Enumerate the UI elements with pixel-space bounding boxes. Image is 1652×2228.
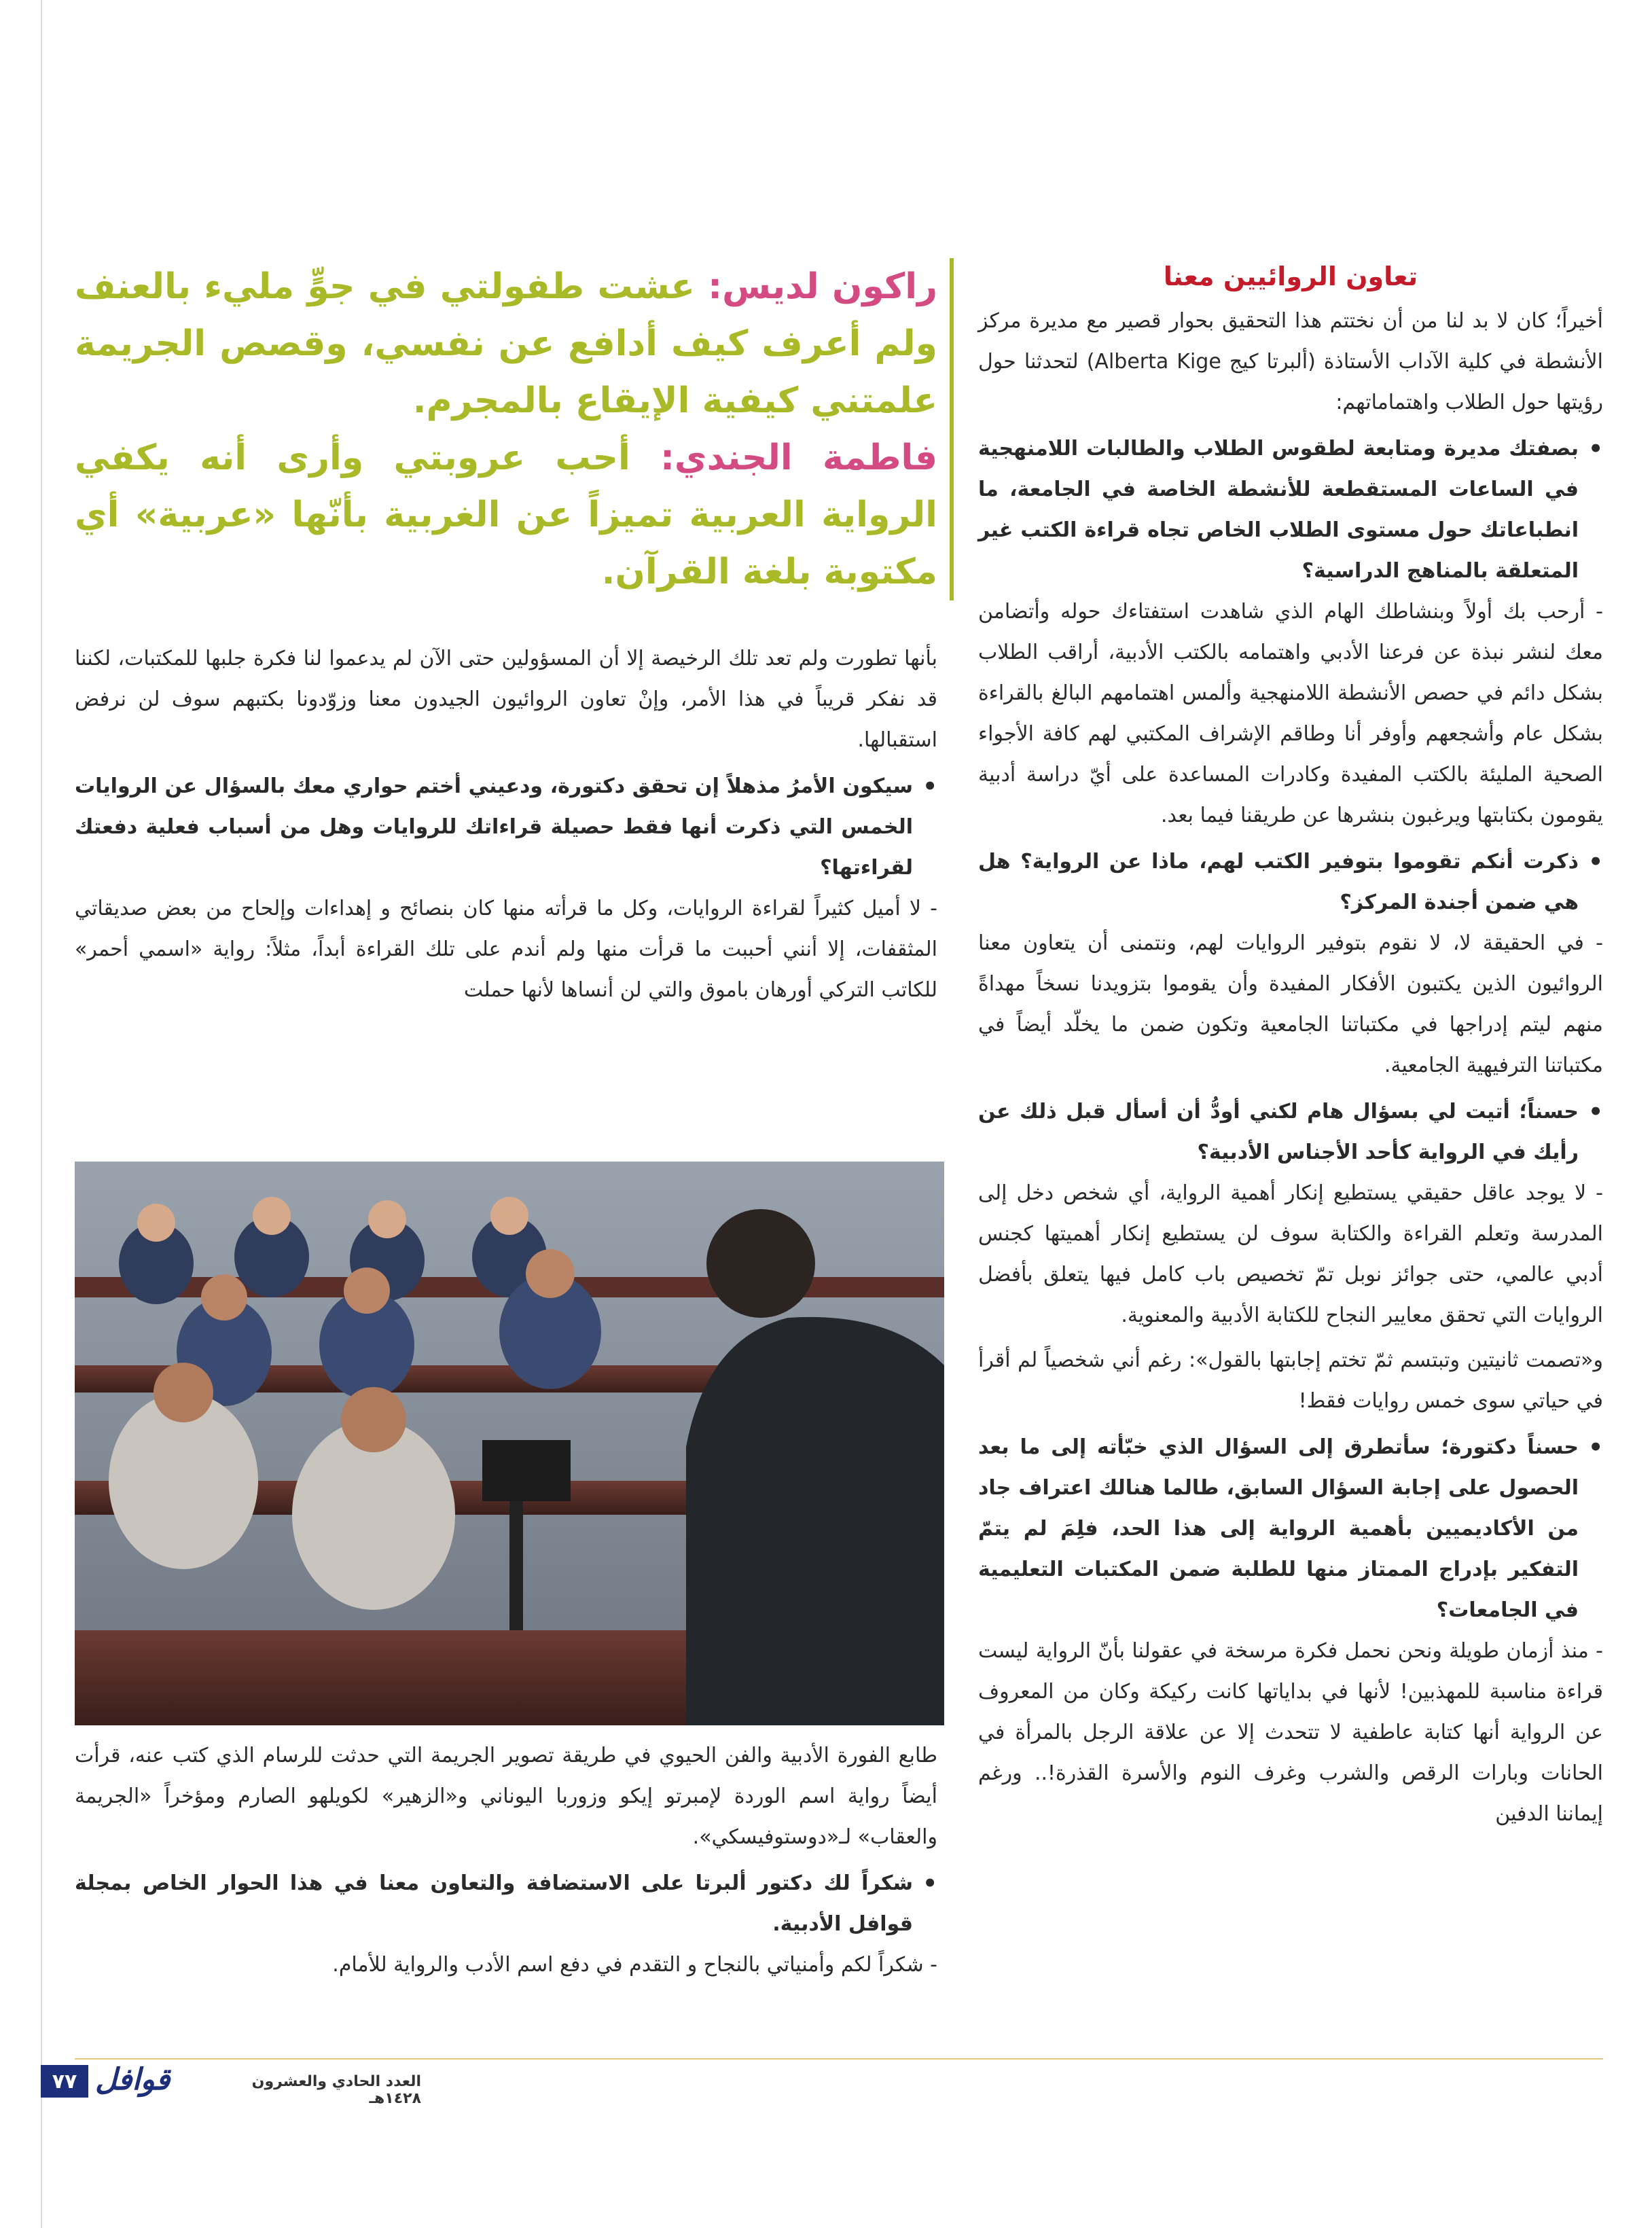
- question-6-text: شكراً لك دكتور ألبرتا على الاستضافة والتعاون معنا في هذا الحوار الخاص بمجلة قوافل الأدبية.: [75, 1871, 913, 1936]
- bullet-icon: •: [1588, 1098, 1603, 1126]
- left-column-top: [75, 639, 937, 1015]
- question-5: [75, 766, 937, 888]
- bullet-icon: •: [1588, 435, 1603, 463]
- answer-5: - لا أميل كثيراً لقراءة الروايات، وكل ما قرأته منها كان بنصائح و إهداءات وإلحاح من بعض صديقاتي المثقفات، إلا أنني أحببت ما قرأت منها ولم أندم على تلك القراءة أبداً، مثلاً: رواية «اسمي أحمر» للكاتب التركي أورهان باموق والتي لن أنساها لأنها حملت: [75, 897, 937, 1002]
- answer-4: - منذ أزمان طويلة ونحن نحمل فكرة مرسخة في عقولنا بأنّ الرواية ليست قراءة مناسبة للمهذبين! لأنها في بداياتها كانت ركيكة وكان من المعروف عن الرواية أنها كتابة عاطفية لا تتحدث إلا عن علاقة الرجل بالمرأة في الحانات وبارات الرقص والشرب وغرف النوم والأسرة القذرة!.. ورغم إيماننا الدفين: [978, 1639, 1603, 1826]
- answer-3: - لا يوجد عاقل حقيقي يستطيع إنكار أهمية الرواية، أي شخص دخل إلى المدرسة وتعلم القراءة والكتابة سوف لن يستطيع إنكار أهميتها كجنس أدبي عالمي، حتى جوائز نوبل تمّ تخصيص باب كامل فيها يتعلق بأفضل الروايات التي تحقق معايير النجاح للكتابة الأدبية والمعنوية.: [978, 1181, 1603, 1327]
- answer-3-continued: و«تصمت ثانيتين وتبتسم ثمّ تختم إجابتها بالقول»: رغم أني شخصياً لم أقرأ في حياتي سوى خمس روايات فقط!: [978, 1348, 1603, 1413]
- question-1: [978, 429, 1603, 592]
- footer: [41, 2062, 421, 2107]
- pull-quote-2: [75, 429, 937, 600]
- answer-6: - شكراً لكم وأمنياتي بالنجاح و التقدم في دفع اسم الأدب والرواية للأمام.: [332, 1953, 937, 1977]
- question-5-text: سيكون الأمرُ مذهلاً إن تحقق دكتورة، ودعيني أختم حواري معك بالسؤال عن الروايات الخمس التي ذكرت أنها فقط حصيلة قراءاتك للروايات وهل من أسباب فعلية دفعتك لقراءتها؟: [75, 774, 913, 880]
- pull-quote-2-text: أحب عروبتي وأرى أنه يكفي الرواية العربية تميزاً عن الغربية بأنّها «عربية» أي مكتوبة بلغة القرآن.: [75, 437, 937, 592]
- section-heading: تعاون الروائيين معنا: [1163, 262, 1418, 291]
- pull-quote-1: [75, 258, 937, 429]
- question-2: [978, 842, 1603, 923]
- left-column-bottom: [75, 1736, 937, 1990]
- right-column: [978, 262, 1603, 1839]
- bullet-icon: •: [922, 773, 937, 800]
- footer-rule: [75, 2058, 1603, 2060]
- question-3-text: حسناً؛ أتيت لي بسؤال هام لكني أودُّ أن أسأل قبل ذلك عن رأيك في الرواية كأحد الأجناس الأدبية؟: [978, 1100, 1579, 1164]
- classroom-photo: [75, 1162, 944, 1725]
- answer-1: - أرحب بك أولاً وبنشاطك الهام الذي شاهدت استفتاءك حوله وأتضامن معك لنشر نبذة عن فرعنا الأدبي واهتمامه بالكتب الأدبية، أراقب الطلاب بشكل دائم في حصص الأنشطة اللامنهجية وألمس اهتمامهم البالغ بالقراءة بشكل عام وأشجعهم وأوفر أنا وطاقم الإشراف المكتبي لهم كافة الأجواء الصحية المليئة بالكتب المفيدة وكادرات المساعدة على أيّ دراسة أدبية يقومون بكتابتها ويرغبون بنشرها عن طريقنا فيما بعد.: [978, 600, 1603, 827]
- pull-quote-2-name: فاطمة الجندي:: [660, 437, 937, 478]
- bullet-icon: •: [1588, 848, 1603, 876]
- answer-5-continued: طابع الفورة الأدبية والفن الحيوي في طريقة تصوير الجريمة التي حدثت للرسام الذي كتب عنه، قرأت أيضاً رواية اسم الوردة لإمبرتو إيكو وزوربا اليوناني و«الزهير» لكويلهو الصارم ومؤخراً «الجريمة والعقاب» لـ«دوستوفيسكي».: [75, 1744, 937, 1849]
- question-4-text: حسناً دكتورة؛ سأتطرق إلى السؤال الذي خبّأته إلى ما بعد الحصول على إجابة السؤال السابق، طالما هنالك اعتراف جاد من الأكاديميين بأهمية الرواية إلى هذا الحد، فلِمَ لم يتمّ التفكير بإدراج الممتاز منها للطلبة ضمن المكتبات التعليمية في الجامعات؟: [978, 1435, 1579, 1622]
- bullet-icon: •: [922, 1870, 937, 1897]
- page-edge-line: [41, 0, 42, 2228]
- issue-label: العدد الحادي والعشرون ١٤٢٨هـ: [251, 2073, 421, 2107]
- question-4: [978, 1427, 1603, 1631]
- pull-quote-1-name: راكون لديس:: [708, 266, 938, 307]
- question-2-text: ذكرت أنكم تقوموا بتوفير الكتب لهم، ماذا عن الرواية؟ هل هي ضمن أجندة المركز؟: [978, 850, 1579, 914]
- page-number: ٧٧: [41, 2065, 88, 2098]
- bullet-icon: •: [1588, 1434, 1603, 1461]
- intro-paragraph: أخيراً؛ كان لا بد لنا من أن نختتم هذا التحقيق بحوار قصير مع مديرة مركز الأنشطة في كلية الآداب الأستاذة (ألبرتا كيج Alberta Kige) لتحدثنا حول رؤيتها حول الطلاب واهتماماتهم:: [978, 309, 1603, 414]
- classroom-photo-illustration: [75, 1162, 944, 1725]
- magazine-logo: قوافل: [95, 2062, 170, 2097]
- pull-quotes: [75, 258, 954, 600]
- question-6: [75, 1863, 937, 1945]
- continued-paragraph: بأنها تطورت ولم تعد تلك الرخيصة إلا أن المسؤولين حتى الآن لم يدعموا لنا فكرة جلبها للمكتبات، لكننا قد نفكر قريباً في هذا الأمر، وإنْ تعاون الروائيون الجيدون معنا وزوّدونا بكتبهم سوف لن نرفض استقبالها.: [75, 647, 937, 752]
- answer-2: - في الحقيقة لا، لا نقوم بتوفير الروايات لهم، ونتمنى أن يتعاون معنا الروائيون الذين يكتبون الأفكار المفيدة وأن يقوموا بتزويدنا نسخاً مهداةً منهم ليتم إدراجها في مكتباتنا الجامعية وتكون ضمن ما يخلّد أيضاً في مكتباتنا الترفيهية الجامعية.: [978, 931, 1603, 1077]
- pull-quote-1-text: عشت طفولتي في جوٍّ مليء بالعنف ولم أعرف كيف أدافع عن نفسي، وقصص الجريمة علمتني كيفية الإيقاع بالمجرم.: [75, 266, 937, 421]
- question-1-text: بصفتك مديرة ومتابعة لطقوس الطلاب والطالبات اللامنهجية في الساعات المستقطعة للأنشطة الخاصة في الجامعة، ما انطباعاتك حول مستوى الطلاب الخاص تجاه قراءة الكتب غير المتعلقة بالمناهج الدراسية؟: [978, 437, 1579, 583]
- question-3: [978, 1092, 1603, 1173]
